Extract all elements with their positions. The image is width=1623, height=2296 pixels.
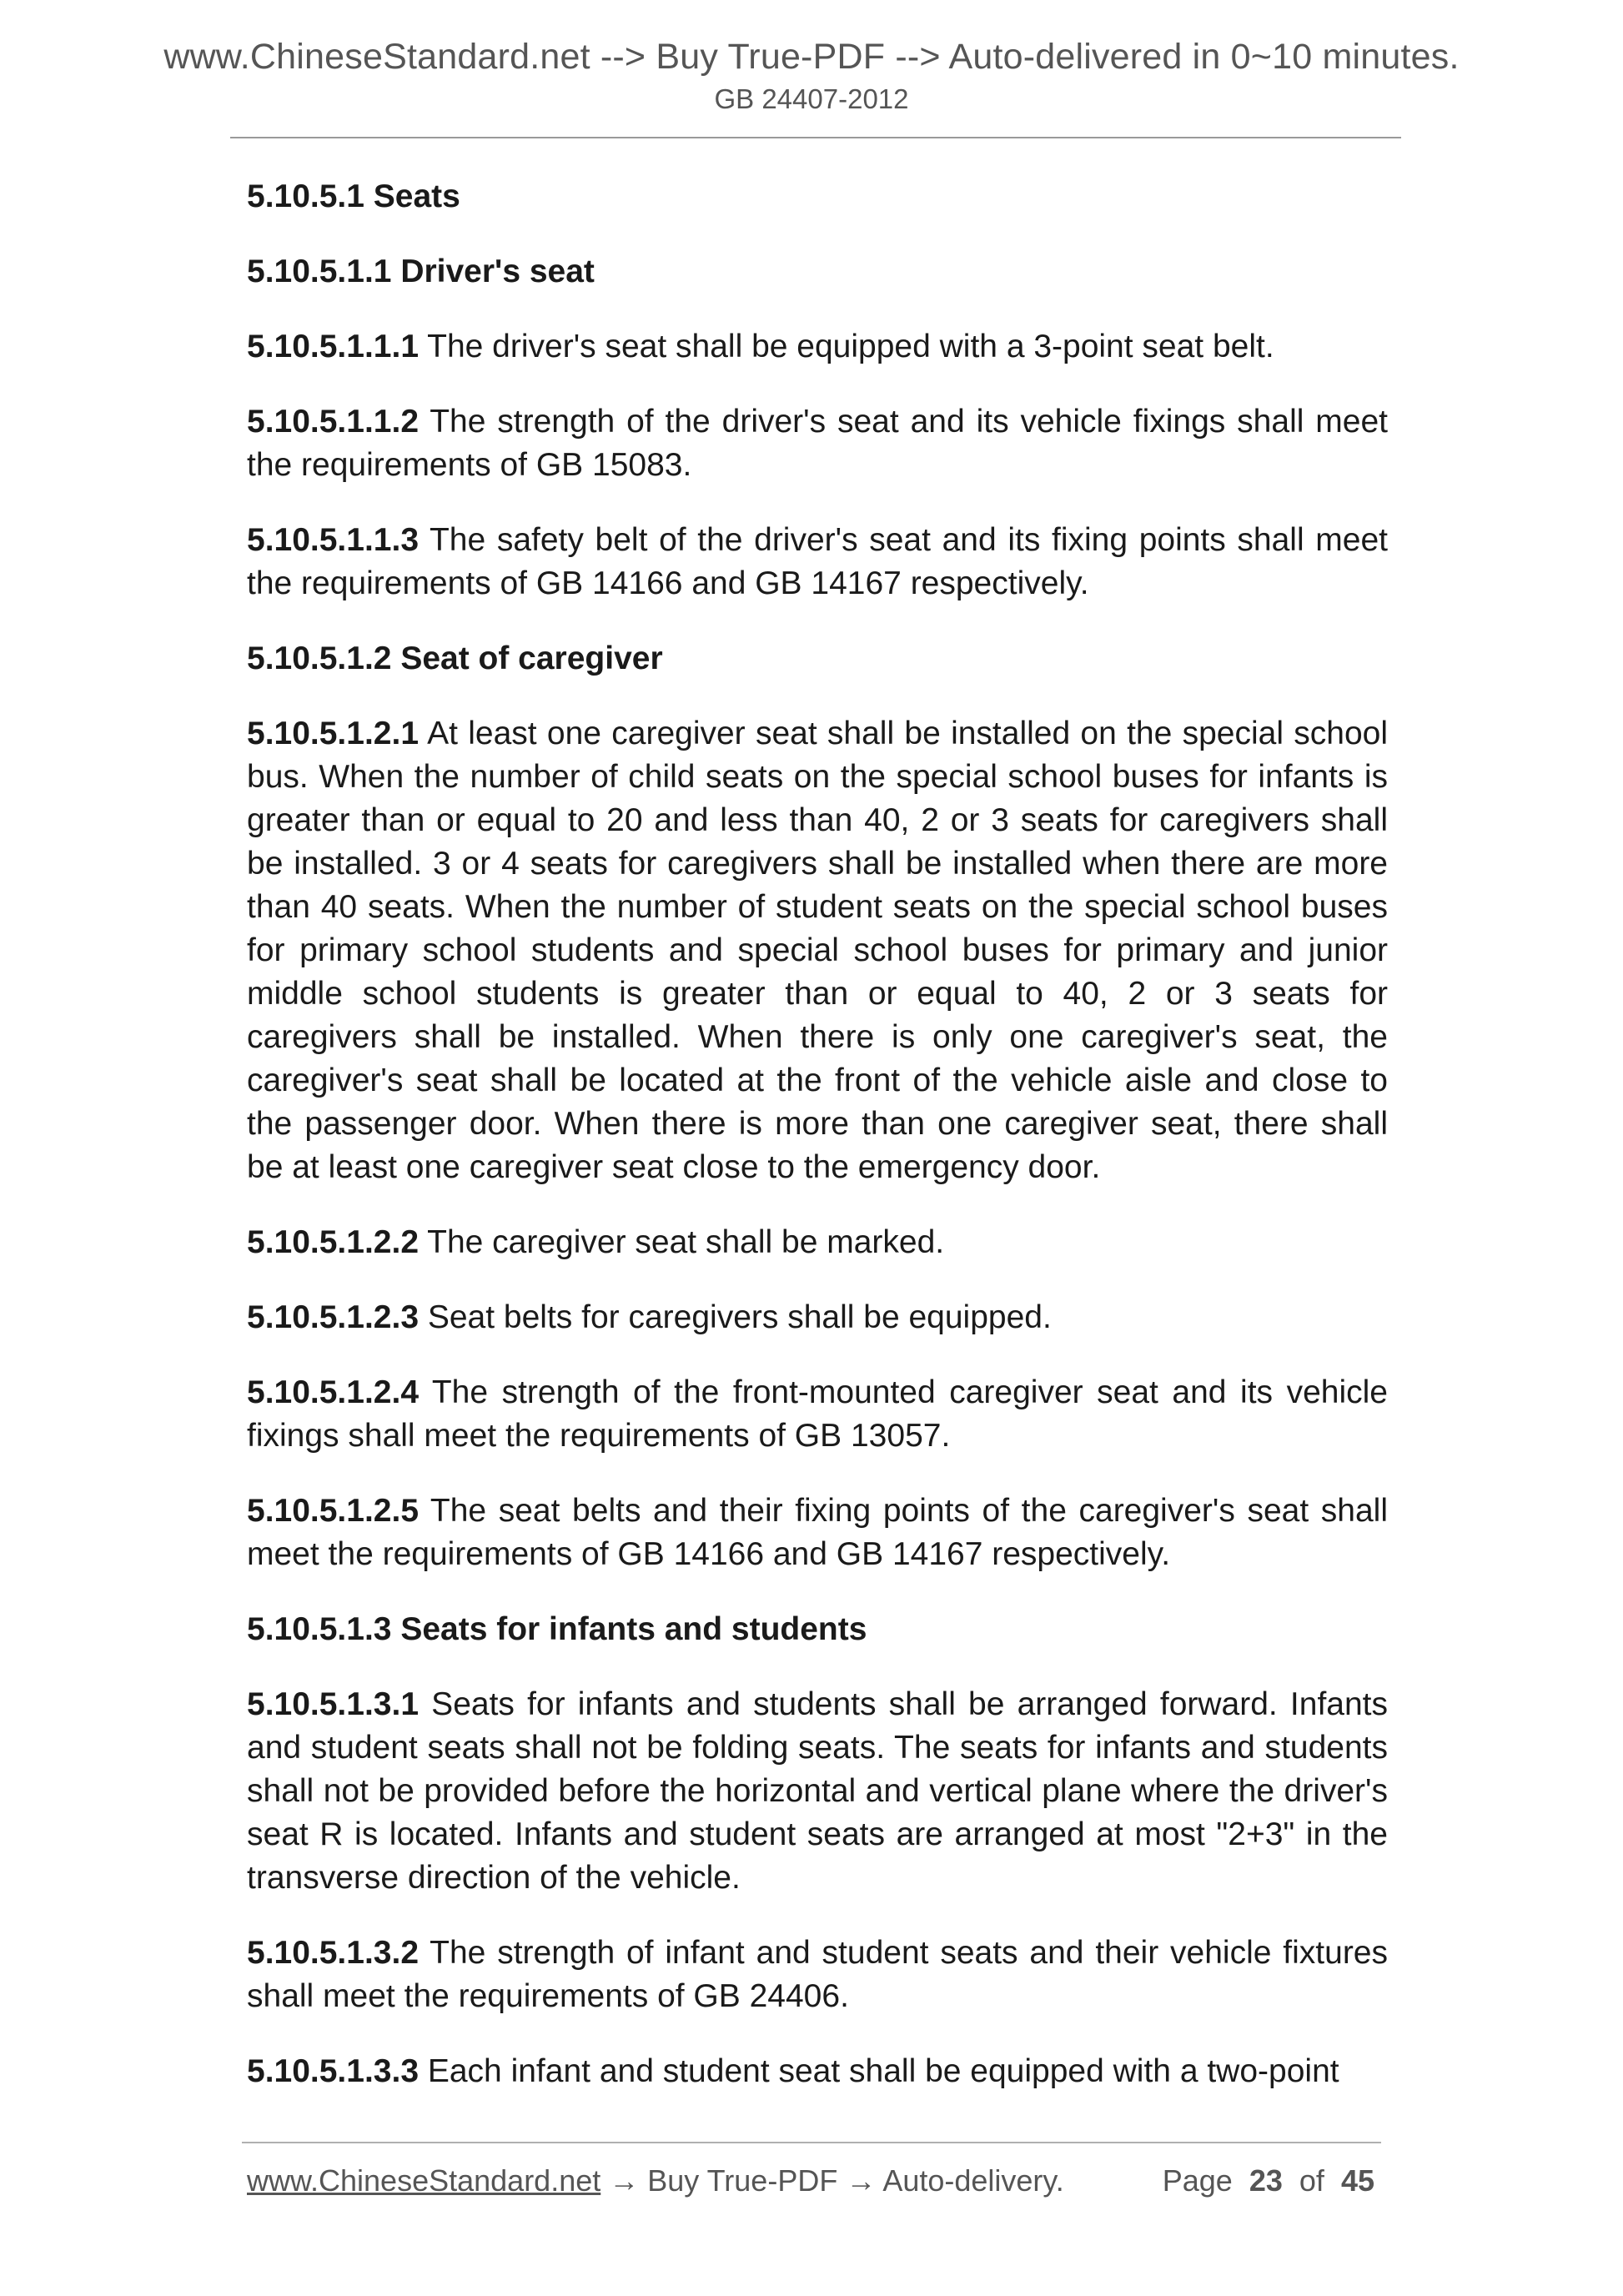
of-label: of [1299,2163,1324,2198]
clause-text: The caregiver seat shall be marked. [419,1224,945,1260]
clause-text: The strength of the front-mounted caregiver seat and its vehicle fixings shall meet the requirements of GB 13057. [247,1374,1388,1454]
page-current: 23 [1249,2163,1283,2198]
clause-paragraph [247,1296,1388,1339]
clause-text: The strength of infant and student seats and their vehicle fixtures shall meet the requirements of GB 24406. [247,1935,1388,2014]
clause-text: The safety belt of the driver's seat and its fixing points shall meet the requirements of GB 14166 and GB 14167 respectively. [247,522,1388,601]
clause-number: 5.10.5.1.1.3 [247,522,420,558]
clause-number: 5.10.5.1.3.1 [247,1686,420,1722]
clause-text: The seat belts and their fixing points of the caregiver's seat shall meet the requirements of GB 14166 and GB 14167 respectively. [247,1493,1388,1572]
section-heading: 5.10.5.1.2 Seat of caregiver [247,641,663,676]
clause-number: 5.10.5.1.3.2 [247,1935,420,1971]
clause-text: The strength of the driver's seat and its vehicle fixings shall meet the requirements of GB 15083. [247,404,1388,483]
clause-number: 5.10.5.1.2.2 [247,1224,420,1260]
clause-number: 5.10.5.1.2.3 [247,1299,420,1335]
clause-number: 5.10.5.1.2.1 [247,716,420,751]
clause-text: At least one caregiver seat shall be installed on the special school bus. When the number of child seats on the special school buses for infants is greater than or equal to 20 and less than 40, 2 or 3 seats for caregivers shall be installed. 3 or 4 seats for caregivers shall be installed when there are more than 40 seats. When the number of student seats on the special school buses for primary school students and special school buses for primary and junior middle school students is greater than or equal to 40, 2 or 3 seats for caregivers shall be installed. When there is only one caregiver's seat, the caregiver's seat shall be located at the front of the vehicle aisle and close to the passenger door. When there is more than one caregiver seat, there shall be at least one caregiver seat close to the emergency door. [247,716,1388,1185]
clause-number: 5.10.5.1.3.3 [247,2053,420,2089]
clause-number: 5.10.5.1.1.2 [247,404,420,440]
clause-paragraph [247,519,1388,605]
header-divider [230,137,1401,138]
clause-paragraph [247,1683,1388,1900]
clause-text: Seats for infants and students shall be arranged forward. Infants and student seats shall not be folding seats. The seats for infants and students shall not be provided before the horizontal and vertical plane where the driver's seat R is located. Infants and student seats are arranged at most "2+3" in the transverse direction of the vehicle. [247,1686,1388,1896]
footer-tagline: → Buy True-PDF → Auto-delivery. [600,2163,1064,2198]
clause-text: Each infant and student seat shall be equipped with a two-point [419,2053,1339,2089]
clause-text: The driver's seat shall be equipped with a 3-point seat belt. [419,329,1274,364]
clause-paragraph [247,2050,1388,2093]
site-link[interactable]: www.ChineseStandard.net [247,2163,601,2198]
clause-number: 5.10.5.1.1.1 [247,329,420,364]
clause-number: 5.10.5.1.2.4 [247,1374,420,1410]
clause-paragraph [247,1490,1388,1576]
footer-left [247,2163,1064,2198]
section-heading: 5.10.5.1.3 Seats for infants and students [247,1611,867,1647]
clause-paragraph [247,1932,1388,2018]
header-banner: www.ChineseStandard.net --> Buy True-PDF --> Auto-delivered in 0~10 minutes. [163,37,1460,77]
document-body [247,175,1388,2125]
footer-divider [242,2142,1381,2143]
page-total: 45 [1340,2163,1374,2198]
clause-paragraph [247,1371,1388,1458]
clause-paragraph [247,325,1388,369]
page-indicator [1163,2163,1374,2198]
section-heading: 5.10.5.1 Seats [247,178,460,214]
clause-paragraph [247,712,1388,1189]
clause-paragraph [247,1221,1388,1264]
clause-paragraph [247,400,1388,487]
document-id: GB 24407-2012 [714,83,909,114]
section-heading: 5.10.5.1.1 Driver's seat [247,254,595,289]
page-label: Page [1162,2163,1233,2198]
clause-text: Seat belts for caregivers shall be equipped. [419,1299,1052,1335]
clause-number: 5.10.5.1.2.5 [247,1493,420,1529]
